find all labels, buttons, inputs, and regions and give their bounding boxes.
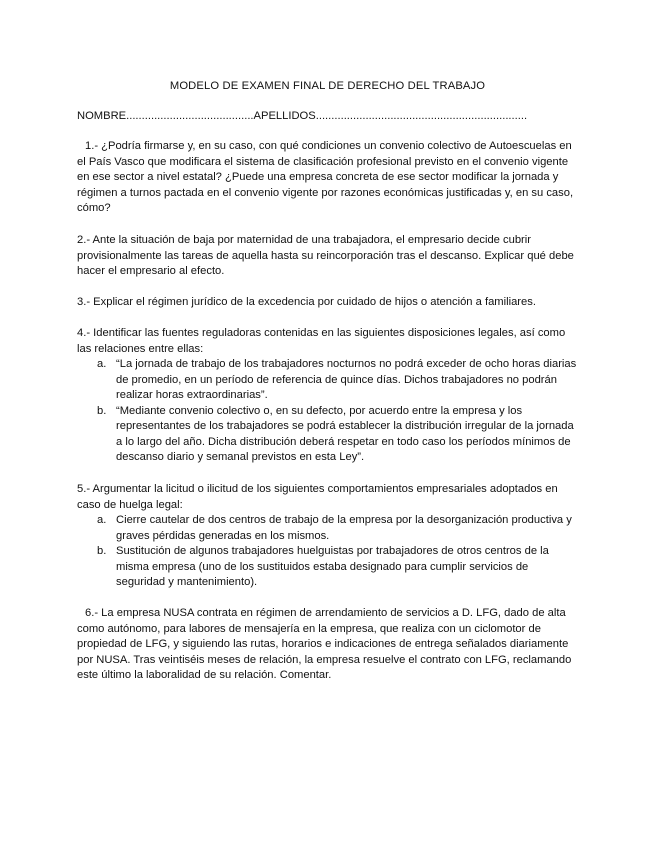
question-4-item-a (77, 357, 577, 404)
question-5 (77, 482, 577, 591)
list-marker: a. (97, 358, 107, 370)
name-surname-line: NOMBRE.........................................APELLIDOS.................................................................... (77, 110, 528, 122)
list-item-text: Sustitución de algunos trabajadores huelguistas por trabajadores de otros centros de la misma empresa (uno de los sustituidos estaba designado para cumplir servicios de seguridad y mantenimiento). (116, 545, 549, 588)
question-4-intro: 4.- Identificar las fuentes reguladoras contenidas en las siguientes disposiciones legales, así como las relaciones entre ellas: (77, 327, 566, 355)
question-1: 1.- ¿Podría firmarse y, en su caso, con qué condiciones un convenio colectivo de Autoescuelas en el País Vasco que modificara el sistema de clasificación profesional previsto en el convenio vigente en ese sector a nivel estatal? ¿Puede una empresa concreta de ese sector modificar la jornada y régimen a turnos pactada en el convenio vigente por razones económicas justificadas y, en su caso, cómo? (77, 140, 574, 214)
question-3: 3.- Explicar el régimen jurídico de la excedencia por cuidado de hijos o atención a familiares. (77, 296, 536, 308)
list-marker: a. (97, 514, 107, 526)
question-4-item-b (77, 404, 577, 466)
question-6: 6.- La empresa NUSA contrata en régimen de arrendamiento de servicios a D. LFG, dado de alta como autónomo, para labores de mensajería en la empresa, que realiza con un ciclomotor de propiedad de LFG, y siguiendo las rutas, horarios e indicaciones de entrega señalados diariamente por NUSA. Tras veintiséis meses de relación, la empresa resuelve el contrato con LFG, reclamando este último la laboralidad de su relación. Comentar. (77, 607, 572, 681)
list-item-text: “La jornada de trabajo de los trabajadores nocturnos no podrá exceder de ocho horas diarias de promedio, en un período de referencia de quince días. Dichos trabajadores no podrán realizar horas extraordinarias”. (116, 358, 577, 401)
question-2: 2.- Ante la situación de baja por maternidad de una trabajadora, el empresario decide cubrir provisionalmente las tareas de aquella hasta su reincorporación tras el descanso. Explicar qué debe hacer el empresario al efecto. (77, 234, 574, 277)
question-5-intro: 5.- Argumentar la licitud o ilicitud de los siguientes comportamientos empresariales adoptados en caso de huelga legal: (77, 483, 558, 511)
question-5-item-a (77, 513, 577, 544)
list-item-text: “Mediante convenio colectivo o, en su defecto, por acuerdo entre la empresa y los representantes de los trabajadores se podrá establecer la distribución irregular de la jornada a lo largo del año. Dicha distribución deberá respetar en todo caso los períodos mínimos de descanso diario y semanal previstos en esta Ley”. (116, 404, 574, 463)
list-marker: b. (97, 545, 107, 557)
question-5-list (77, 513, 577, 591)
list-marker: b. (97, 404, 107, 417)
question-4-list (77, 357, 577, 466)
question-4 (77, 326, 577, 466)
question-5-item-b (77, 544, 577, 591)
document-title: MODELO DE EXAMEN FINAL DE DERECHO DEL TRABAJO (169, 80, 486, 92)
list-item-text: Cierre cautelar de dos centros de trabajo de la empresa por la desorganización productiva y graves pérdidas generadas en los mismos. (116, 514, 572, 542)
